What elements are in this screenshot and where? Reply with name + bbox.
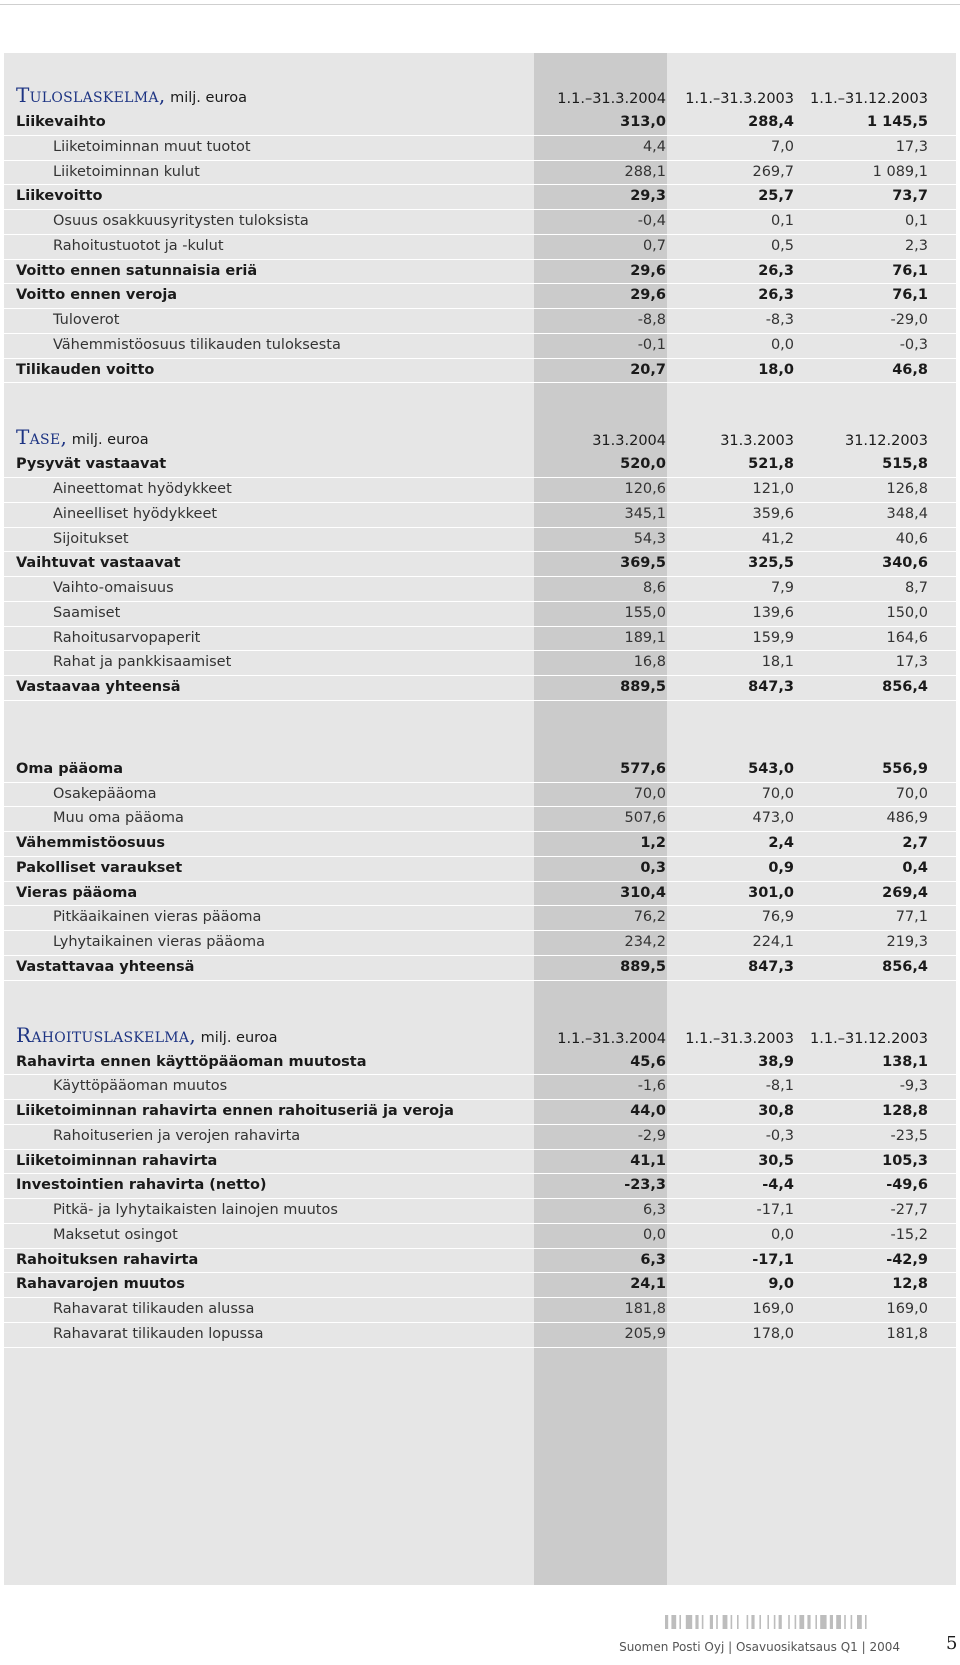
row-value: 18,1 [761, 654, 794, 671]
row-value: 159,9 [752, 629, 794, 646]
balance-title: Tase, milj. euroa [16, 425, 149, 450]
row-value: 205,9 [624, 1325, 666, 1342]
row-value: 29,6 [630, 287, 666, 304]
row-value: 288,1 [624, 163, 666, 180]
row-value: 181,8 [624, 1301, 666, 1317]
row-label: Maksetut osingot [53, 1226, 178, 1243]
page-number: 5 [946, 1633, 958, 1654]
row-value: 54,3 [633, 530, 666, 547]
barcode-decoration [665, 1615, 915, 1629]
row-value: 76,2 [633, 909, 666, 926]
table-row [4, 1075, 956, 1100]
row-value: 16,8 [633, 654, 666, 671]
row-value: 2,7 [902, 835, 928, 851]
table-row [4, 478, 956, 503]
row-value: 121,0 [752, 481, 794, 497]
row-label: Osuus osakkuusyritysten tuloksista [53, 213, 309, 229]
row-value: 0,0 [642, 1226, 666, 1243]
row-value: 169,0 [886, 1301, 928, 1317]
row-value: 46,8 [892, 361, 928, 378]
table-row [4, 676, 956, 701]
table-row [4, 552, 956, 577]
top-rule [0, 4, 960, 5]
cashflow-rows [4, 1051, 956, 1348]
row-value: 178,0 [752, 1325, 794, 1342]
row-label: Aineettomat hyödykkeet [53, 481, 232, 497]
row-value: 40,6 [895, 530, 928, 547]
row-label: Muu oma pääoma [53, 810, 184, 827]
table-row [4, 235, 956, 260]
row-value: 4,4 [642, 138, 666, 155]
row-label: Osakepääoma [53, 785, 157, 802]
row-value: 556,9 [882, 760, 928, 777]
row-label: Vaihto-omaisuus [53, 580, 174, 596]
row-label: Rahoituksen rahavirta [16, 1251, 199, 1268]
income-col-3: 1.1.–31.12.2003 [810, 91, 928, 107]
row-value: 41,2 [761, 530, 794, 547]
table-row [4, 528, 956, 553]
table-row [4, 1298, 956, 1323]
row-value: 41,1 [630, 1152, 666, 1169]
cash-flow-statement [4, 1019, 956, 1348]
row-label: Tilikauden voitto [16, 361, 155, 378]
row-value: 301,0 [748, 884, 794, 901]
balance-assets-rows [4, 453, 956, 701]
table-row [4, 136, 956, 161]
row-value: 9,0 [768, 1276, 794, 1293]
row-value: 2,4 [768, 835, 794, 851]
row-label: Rahat ja pankkisaamiset [53, 654, 232, 671]
table-row [4, 260, 956, 285]
row-label: Vähemmistöosuus [16, 835, 165, 851]
row-label: Liikevaihto [16, 114, 106, 130]
table-row [4, 577, 956, 602]
row-value: 26,3 [758, 287, 794, 304]
row-value: 76,9 [761, 909, 794, 926]
row-value: 1 089,1 [872, 163, 928, 180]
row-value: 105,3 [882, 1152, 928, 1169]
row-value: 359,6 [752, 505, 794, 522]
row-value: 18,0 [758, 361, 794, 378]
page-footer [0, 1585, 960, 1665]
row-label: Pitkä- ja lyhytaikaisten lainojen muutos [53, 1202, 338, 1218]
cashflow-title: Rahoituslaskelma, milj. euroa [16, 1022, 278, 1047]
row-value: -9,3 [899, 1078, 928, 1095]
table-row [4, 1100, 956, 1125]
row-value: -0,1 [637, 336, 666, 353]
row-value: -2,9 [637, 1127, 666, 1144]
table-row [4, 602, 956, 627]
row-value: 269,7 [752, 163, 794, 180]
row-value: 325,5 [748, 555, 794, 572]
row-label: Vieras pääoma [16, 884, 138, 901]
table-row [4, 1323, 956, 1348]
row-value: -17,1 [752, 1251, 794, 1268]
row-value: 38,9 [758, 1053, 794, 1070]
row-label: Liikevoitto [16, 188, 103, 205]
table-row [4, 882, 956, 907]
income-col-1: 1.1.–31.3.2004 [557, 91, 666, 107]
row-value: 17,3 [895, 138, 928, 155]
row-value: 70,0 [895, 785, 928, 802]
row-value: 1,2 [640, 835, 666, 851]
row-value: 577,6 [620, 760, 666, 777]
table-row [4, 807, 956, 832]
row-value: 17,3 [895, 654, 928, 671]
row-label: Tuloverot [53, 312, 120, 328]
income-header [4, 53, 956, 111]
row-value: 164,6 [886, 629, 928, 646]
table-row [4, 1174, 956, 1199]
row-value: -8,1 [765, 1078, 794, 1095]
row-value: 44,0 [630, 1103, 666, 1119]
row-value: 0,4 [902, 859, 928, 876]
row-value: 138,1 [882, 1053, 928, 1070]
row-label: Rahoituserien ja verojen rahavirta [53, 1127, 301, 1144]
row-value: 70,0 [633, 785, 666, 802]
row-label: Liiketoiminnan rahavirta [16, 1152, 218, 1169]
row-value: 543,0 [748, 760, 794, 777]
row-value: 310,4 [620, 884, 666, 901]
row-value: 120,6 [624, 481, 666, 497]
row-value: 340,6 [882, 555, 928, 572]
table-row [4, 1273, 956, 1298]
table-row [4, 931, 956, 956]
row-value: -29,0 [890, 312, 928, 328]
table-row [4, 1249, 956, 1274]
table-row [4, 503, 956, 528]
row-value: 6,3 [640, 1251, 666, 1268]
row-label: Lyhytaikainen vieras pääoma [53, 934, 266, 950]
row-value: 6,3 [642, 1202, 666, 1218]
row-value: 1 145,5 [866, 114, 928, 130]
table-row [4, 210, 956, 235]
row-label: Pitkäaikainen vieras pääoma [53, 909, 262, 926]
row-value: 70,0 [761, 785, 794, 802]
row-value: 889,5 [620, 958, 666, 975]
row-value: 521,8 [748, 456, 794, 473]
row-label: Käyttöpääoman muutos [53, 1078, 228, 1095]
row-label: Investointien rahavirta (netto) [16, 1177, 267, 1194]
row-value: 8,7 [904, 580, 928, 596]
row-value: 856,4 [882, 679, 928, 695]
row-label: Pakolliset varaukset [16, 859, 183, 876]
row-value: 76,1 [892, 287, 928, 304]
table-row [4, 1199, 956, 1224]
row-value: 288,4 [748, 114, 794, 130]
balance-liabilities-rows [4, 758, 956, 981]
row-value: 29,3 [630, 188, 666, 205]
balance-col-1: 31.3.2004 [592, 433, 666, 450]
row-value: 507,6 [624, 810, 666, 827]
row-value: 30,8 [758, 1103, 794, 1119]
row-label: Vastattavaa yhteensä [16, 958, 195, 975]
row-value: 26,3 [758, 262, 794, 279]
income-statement [4, 53, 956, 383]
row-value: -4,4 [762, 1177, 794, 1194]
table-row [4, 185, 956, 210]
table-row [4, 1224, 956, 1249]
cashflow-col-3: 1.1.–31.12.2003 [810, 1030, 928, 1047]
row-label: Oma pääoma [16, 760, 124, 777]
table-row [4, 111, 956, 136]
row-value: 0,1 [904, 213, 928, 229]
row-value: 473,0 [752, 810, 794, 827]
row-value: 30,5 [758, 1152, 794, 1169]
cashflow-header [4, 1019, 956, 1051]
table-row [4, 334, 956, 359]
row-value: 345,1 [624, 505, 666, 522]
table-row [4, 1150, 956, 1175]
table-row [4, 309, 956, 334]
row-label: Rahavarat tilikauden alussa [53, 1301, 255, 1317]
row-label: Saamiset [53, 604, 121, 621]
row-label: Rahoitusarvopaperit [53, 629, 201, 646]
row-value: 7,0 [770, 138, 794, 155]
row-value: 169,0 [752, 1301, 794, 1317]
row-value: 520,0 [620, 456, 666, 473]
row-value: -8,8 [637, 312, 666, 328]
report-content [4, 53, 956, 1348]
row-value: 0,0 [770, 336, 794, 353]
row-value: 12,8 [892, 1276, 928, 1293]
row-value: 2,3 [904, 237, 928, 254]
row-value: 847,3 [748, 958, 794, 975]
row-value: 45,6 [630, 1053, 666, 1070]
balance-col-2: 31.3.2003 [720, 433, 794, 450]
row-value: 29,6 [630, 262, 666, 279]
row-label: Liiketoiminnan kulut [53, 163, 200, 180]
table-row [4, 1125, 956, 1150]
balance-sheet [4, 421, 956, 980]
row-value: 0,5 [770, 237, 794, 254]
row-label: Vaihtuvat vastaavat [16, 555, 181, 572]
row-value: -17,1 [756, 1202, 794, 1218]
row-value: -49,6 [886, 1177, 928, 1194]
row-value: 847,3 [748, 679, 794, 695]
table-row [4, 359, 956, 384]
row-value: 128,8 [882, 1103, 928, 1119]
row-value: 889,5 [620, 679, 666, 695]
balance-header [4, 421, 956, 453]
row-value: 0,3 [640, 859, 666, 876]
row-label: Voitto ennen veroja [16, 287, 178, 304]
row-label: Aineelliset hyödykkeet [53, 505, 218, 522]
table-row [4, 906, 956, 931]
table-row [4, 956, 956, 981]
table-row [4, 857, 956, 882]
row-value: 486,9 [886, 810, 928, 827]
cashflow-col-2: 1.1.–31.3.2003 [685, 1030, 794, 1047]
balance-col-3: 31.12.2003 [844, 433, 928, 450]
income-rows [4, 111, 956, 383]
row-label: Sijoitukset [53, 530, 129, 547]
income-title: Tuloslaskelma, milj. euroa [16, 83, 248, 107]
row-label: Liiketoiminnan muut tuotot [53, 138, 251, 155]
row-label: Voitto ennen satunnaisia eriä [16, 262, 258, 279]
table-row [4, 627, 956, 652]
row-label: Liiketoiminnan rahavirta ennen rahoituseriä ja veroja [16, 1103, 454, 1119]
row-value: -0,4 [637, 213, 666, 229]
row-value: 515,8 [882, 456, 928, 473]
row-label: Pysyvät vastaavat [16, 456, 167, 473]
cashflow-col-1: 1.1.–31.3.2004 [557, 1030, 666, 1047]
row-value: -15,2 [890, 1226, 928, 1243]
row-label: Rahavarat tilikauden lopussa [53, 1325, 264, 1342]
table-row [4, 1051, 956, 1076]
row-value: 20,7 [630, 361, 666, 378]
row-value: 224,1 [752, 934, 794, 950]
table-row [4, 651, 956, 676]
row-value: 77,1 [895, 909, 928, 926]
row-value: -23,5 [890, 1127, 928, 1144]
row-value: -1,6 [637, 1078, 666, 1095]
row-value: -23,3 [624, 1177, 666, 1194]
row-value: -27,7 [890, 1202, 928, 1218]
row-label: Vastaavaa yhteensä [16, 679, 181, 695]
row-value: -8,3 [765, 312, 794, 328]
row-value: 189,1 [624, 629, 666, 646]
row-value: -42,9 [886, 1251, 928, 1268]
table-row [4, 453, 956, 478]
row-label: Vähemmistöosuus tilikauden tuloksesta [53, 336, 341, 353]
row-value: 0,9 [768, 859, 794, 876]
table-row [4, 783, 956, 808]
row-value: 0,0 [770, 1226, 794, 1243]
row-value: 25,7 [758, 188, 794, 205]
table-row [4, 284, 956, 309]
row-value: 150,0 [886, 604, 928, 621]
table-row [4, 758, 956, 783]
row-label: Rahavarojen muutos [16, 1276, 185, 1293]
row-value: 369,5 [620, 555, 666, 572]
row-value: 269,4 [882, 884, 928, 901]
income-col-2: 1.1.–31.3.2003 [685, 91, 794, 107]
table-row [4, 832, 956, 857]
row-value: 348,4 [886, 505, 928, 522]
row-value: 313,0 [620, 114, 666, 130]
row-value: 139,6 [752, 604, 794, 621]
row-value: 856,4 [882, 958, 928, 975]
row-value: 73,7 [892, 188, 928, 205]
row-value: 234,2 [624, 934, 666, 950]
row-value: 219,3 [886, 934, 928, 950]
row-value: 181,8 [886, 1325, 928, 1342]
row-label: Rahavirta ennen käyttöpääoman muutosta [16, 1053, 367, 1070]
row-value: -0,3 [765, 1127, 794, 1144]
row-value: 155,0 [624, 604, 666, 621]
row-value: 8,6 [642, 580, 666, 596]
row-label: Rahoitustuotot ja -kulut [53, 237, 224, 254]
row-value: 0,1 [770, 213, 794, 229]
row-value: 7,9 [770, 580, 794, 596]
row-value: 126,8 [886, 481, 928, 497]
row-value: -0,3 [899, 336, 928, 353]
footer-text: Suomen Posti Oyj | Osavuosikatsaus Q1 | 2004 [619, 1640, 900, 1654]
row-value: 24,1 [630, 1276, 666, 1293]
row-value: 0,7 [642, 237, 666, 254]
row-value: 76,1 [892, 262, 928, 279]
table-row [4, 161, 956, 186]
